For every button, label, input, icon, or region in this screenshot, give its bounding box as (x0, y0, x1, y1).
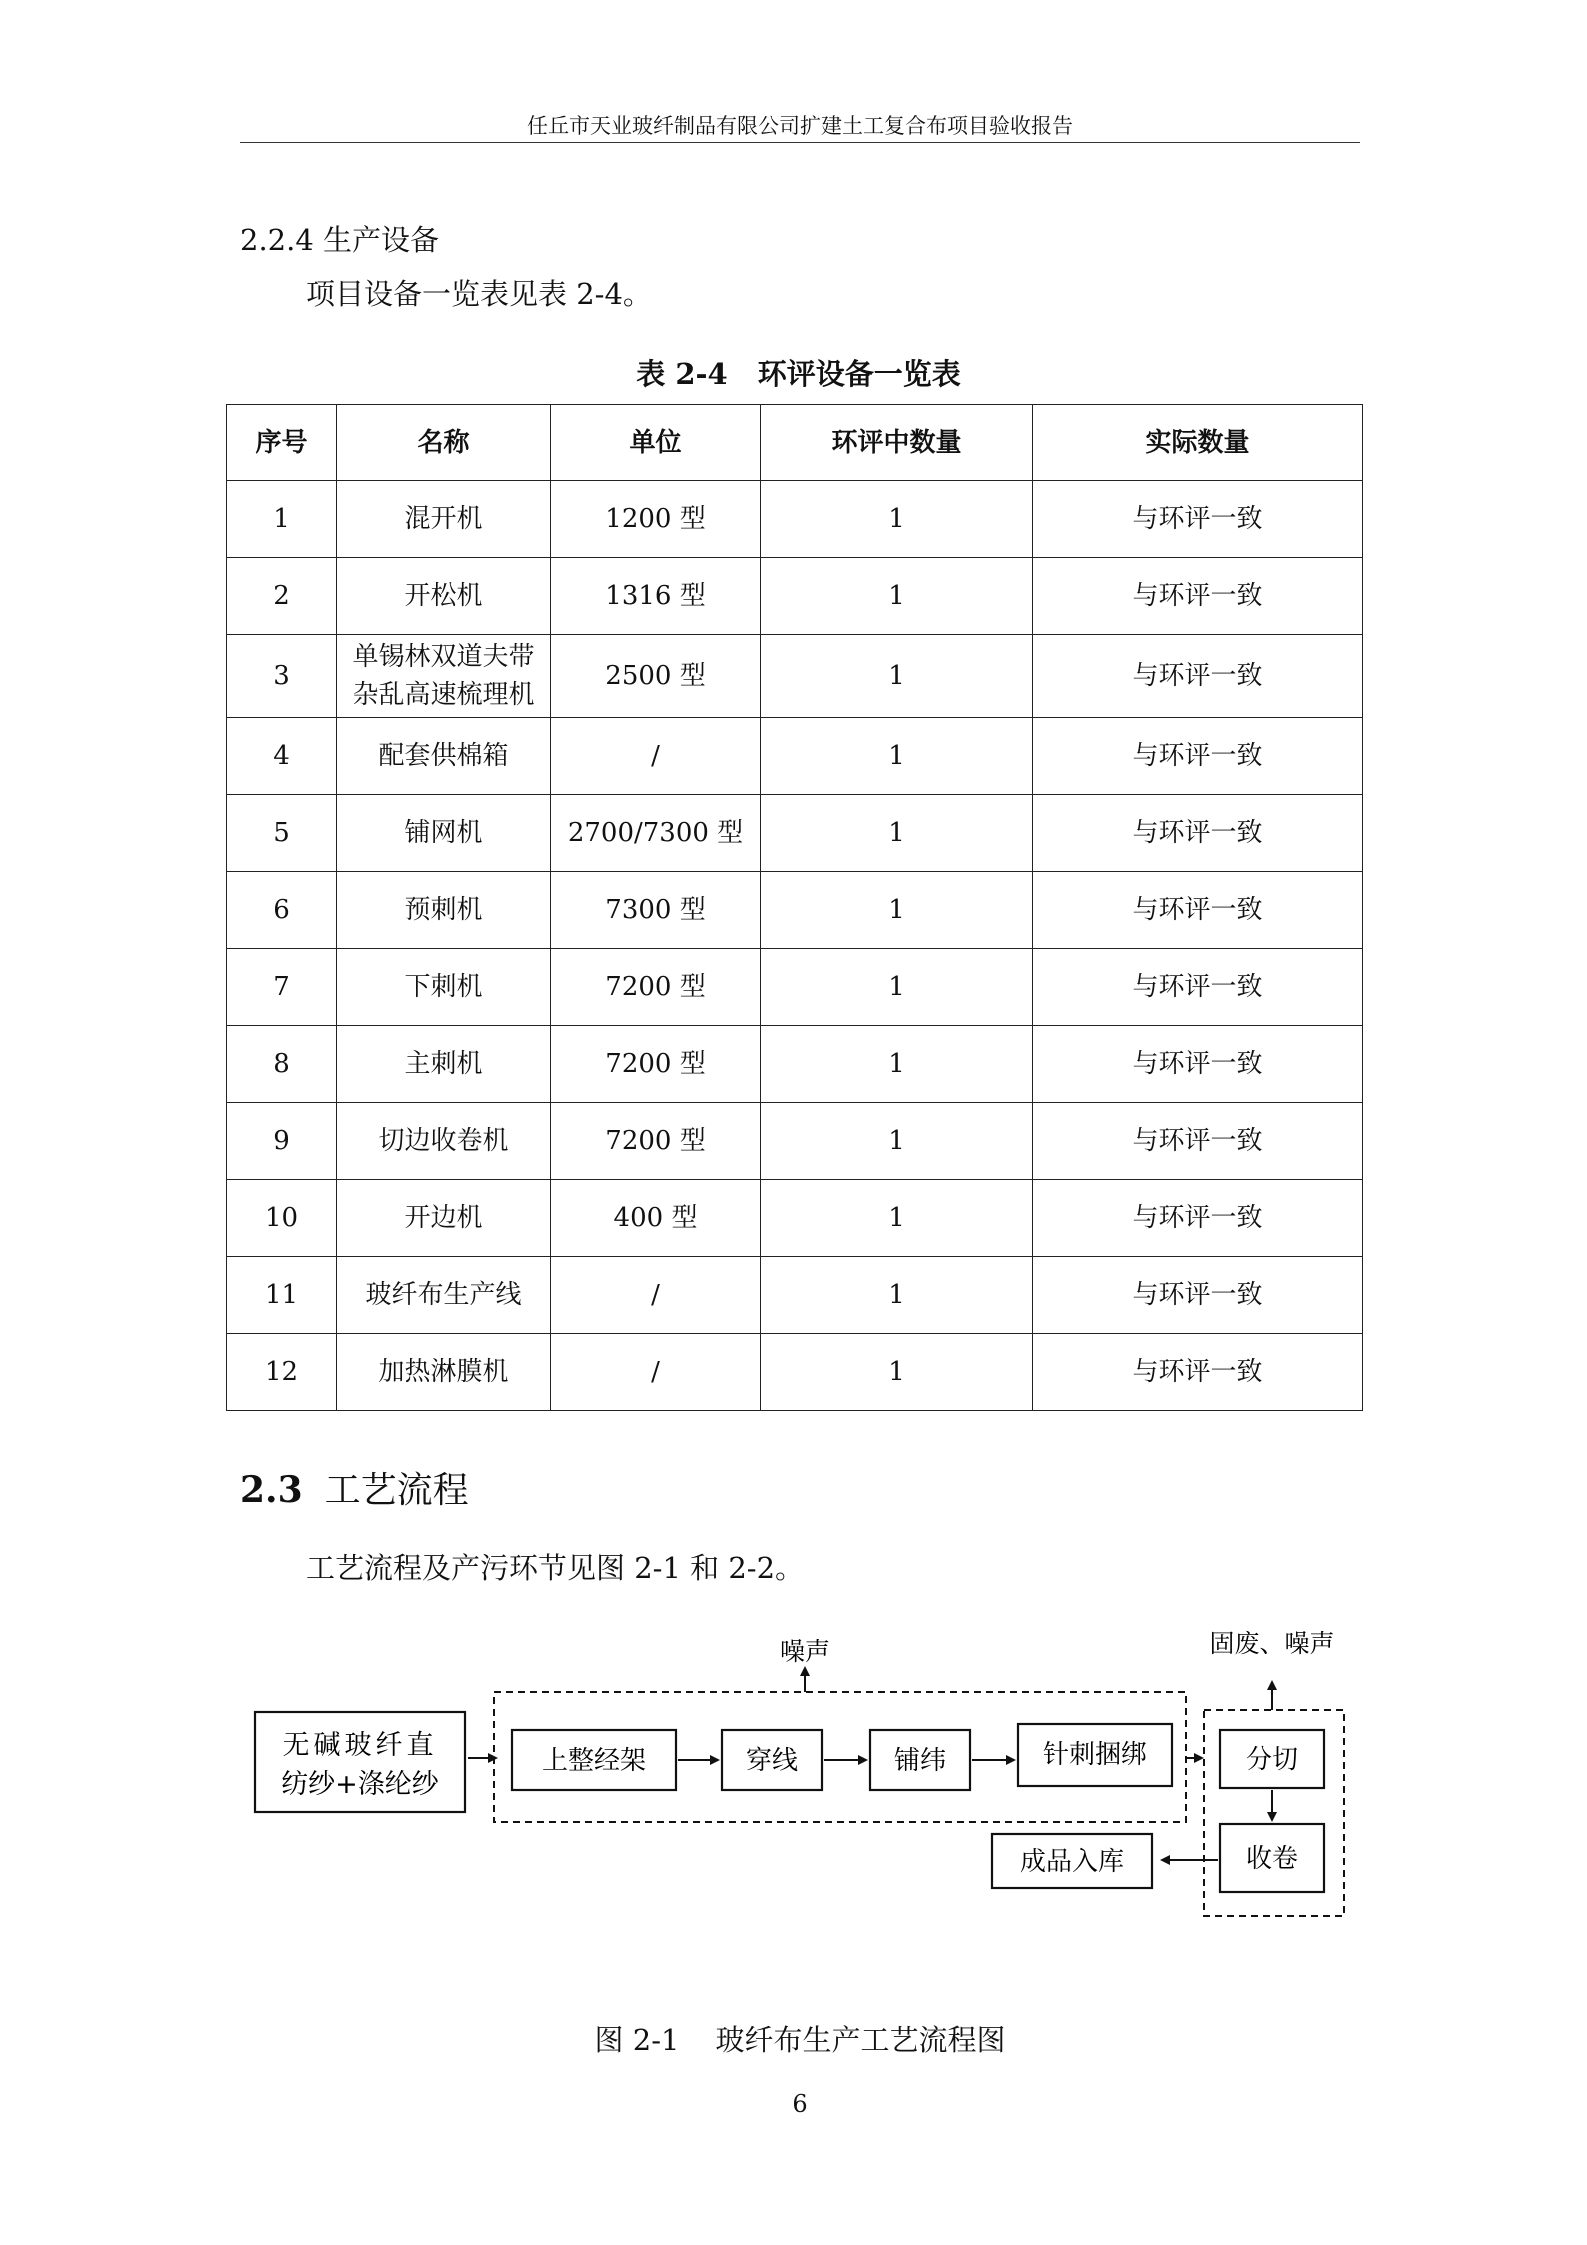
cell-name: 单锡林双道夫带杂乱高速梳理机 (337, 635, 551, 718)
cell-eia-qty: 1 (761, 635, 1033, 718)
cell-unit: 7200 型 (551, 1026, 761, 1103)
cell-index: 9 (227, 1103, 337, 1180)
cell-name: 混开机 (337, 481, 551, 558)
table-row (227, 1257, 1363, 1334)
cell-eia-qty: 1 (761, 872, 1033, 949)
table-row (227, 1334, 1363, 1411)
page-header-title: 任丘市天业玻纤制品有限公司扩建土工复合布项目验收报告 (527, 114, 1073, 138)
table-row (227, 1103, 1363, 1180)
flow-intro-text: 工艺流程及产污环节见图 2-1 和 2-2。 (306, 1551, 805, 1585)
cell-name: 切边收卷机 (337, 1103, 551, 1180)
equipment-table (226, 404, 1363, 1411)
cell-unit: 7300 型 (551, 872, 761, 949)
cell-eia-qty: 1 (761, 795, 1033, 872)
cell-actual-qty: 与环评一致 (1033, 1257, 1363, 1334)
cell-name: 下刺机 (337, 949, 551, 1026)
cell-unit: 1200 型 (551, 481, 761, 558)
cell-index: 11 (227, 1257, 337, 1334)
cell-eia-qty: 1 (761, 558, 1033, 635)
cell-name: 开边机 (337, 1180, 551, 1257)
cell-eia-qty: 1 (761, 481, 1033, 558)
table-row (227, 481, 1363, 558)
section-heading-2-3 (240, 1462, 469, 1513)
cell-index: 12 (227, 1334, 337, 1411)
figure-caption (240, 2018, 1360, 2059)
cell-eia-qty: 1 (761, 1257, 1033, 1334)
table-caption-number: 表 2-4 (636, 357, 728, 391)
figure-caption-title: 玻纤布生产工艺流程图 (715, 2023, 1006, 2057)
cell-eia-qty: 1 (761, 1180, 1033, 1257)
step-label-needle-binding: 针刺捆绑 (1042, 1740, 1148, 1770)
table-row (227, 718, 1363, 795)
cell-index: 6 (227, 872, 337, 949)
cell-name: 主刺机 (337, 1026, 551, 1103)
step-label-rolling: 收卷 (1245, 1844, 1299, 1874)
cell-actual-qty: 与环评一致 (1033, 481, 1363, 558)
table-caption-title: 环评设备一览表 (757, 357, 961, 391)
cell-eia-qty: 1 (761, 1103, 1033, 1180)
cell-actual-qty: 与环评一致 (1033, 1334, 1363, 1411)
col-header-actual-qty: 实际数量 (1033, 405, 1363, 481)
col-header-index: 序号 (227, 405, 337, 481)
process-flow-diagram (250, 1620, 1360, 1940)
noise-label: 噪声 (779, 1637, 831, 1666)
cell-eia-qty: 1 (761, 1026, 1033, 1103)
cell-index: 10 (227, 1180, 337, 1257)
cell-eia-qty: 1 (761, 949, 1033, 1026)
section-heading-2-2-4: 2.2.4 生产设备 (240, 223, 440, 257)
col-header-unit: 单位 (551, 405, 761, 481)
step-label-warping-creel: 上整经架 (541, 1746, 647, 1776)
cell-eia-qty: 1 (761, 1334, 1033, 1411)
cell-unit: / (551, 718, 761, 795)
table-row (227, 949, 1363, 1026)
cell-actual-qty: 与环评一致 (1033, 795, 1363, 872)
cell-index: 3 (227, 635, 337, 718)
figure-caption-number: 图 2-1 (594, 2023, 680, 2057)
cell-unit: / (551, 1334, 761, 1411)
cell-name: 铺网机 (337, 795, 551, 872)
table-row (227, 558, 1363, 635)
table-row (227, 635, 1363, 718)
step-label-weft-laying: 铺纬 (893, 1746, 947, 1776)
cell-name: 配套供棉箱 (337, 718, 551, 795)
col-header-name: 名称 (337, 405, 551, 481)
step-label-threading: 穿线 (745, 1746, 799, 1776)
table-row (227, 795, 1363, 872)
cell-unit: 400 型 (551, 1180, 761, 1257)
cell-index: 4 (227, 718, 337, 795)
cell-actual-qty: 与环评一致 (1033, 718, 1363, 795)
cell-name: 加热淋膜机 (337, 1334, 551, 1411)
step-label-cutting: 分切 (1245, 1745, 1299, 1775)
cell-actual-qty: 与环评一致 (1033, 1026, 1363, 1103)
input-material-line2: 纺纱+涤纶纱 (281, 1769, 439, 1800)
cell-name: 预刺机 (337, 872, 551, 949)
cell-actual-qty: 与环评一致 (1033, 1103, 1363, 1180)
cell-eia-qty: 1 (761, 718, 1033, 795)
table-caption (226, 352, 1371, 393)
cell-unit: / (551, 1257, 761, 1334)
section-title: 工艺流程 (324, 1470, 469, 1511)
section-intro-text: 项目设备一览表见表 2-4。 (306, 277, 652, 311)
cell-index: 5 (227, 795, 337, 872)
section-number: 2.3 (240, 1469, 303, 1511)
cell-unit: 2700/7300 型 (551, 795, 761, 872)
table-row (227, 872, 1363, 949)
cell-actual-qty: 与环评一致 (1033, 949, 1363, 1026)
header-divider (240, 142, 1360, 143)
cell-index: 2 (227, 558, 337, 635)
cell-unit: 7200 型 (551, 949, 761, 1026)
waste-noise-label: 固废、噪声 (1209, 1629, 1335, 1658)
cell-actual-qty: 与环评一致 (1033, 1180, 1363, 1257)
step-label-storage: 成品入库 (1019, 1847, 1125, 1877)
cell-actual-qty: 与环评一致 (1033, 558, 1363, 635)
col-header-eia-qty: 环评中数量 (761, 405, 1033, 481)
cell-unit: 7200 型 (551, 1103, 761, 1180)
cell-actual-qty: 与环评一致 (1033, 635, 1363, 718)
table-row (227, 1180, 1363, 1257)
cell-index: 1 (227, 481, 337, 558)
cell-unit: 1316 型 (551, 558, 761, 635)
cell-name: 开松机 (337, 558, 551, 635)
cell-actual-qty: 与环评一致 (1033, 872, 1363, 949)
cell-index: 7 (227, 949, 337, 1026)
table-header-row (227, 405, 1363, 481)
cell-index: 8 (227, 1026, 337, 1103)
cell-unit: 2500 型 (551, 635, 761, 718)
table-row (227, 1026, 1363, 1103)
page-number: 6 (792, 2090, 808, 2118)
cell-name: 玻纤布生产线 (337, 1257, 551, 1334)
input-material-line1: 无碱玻纤直 (282, 1730, 438, 1761)
